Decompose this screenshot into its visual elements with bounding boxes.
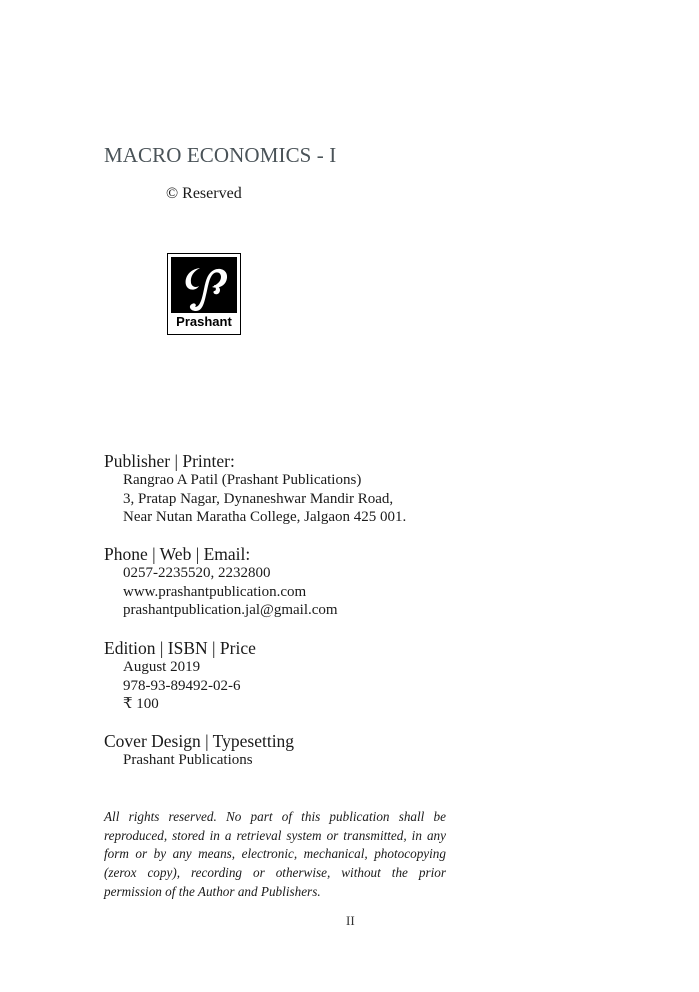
email-link[interactable]: prashantpublication.jal@gmail.com (123, 602, 338, 619)
publisher-logo (167, 253, 241, 335)
address-line-2: Near Nutan Maratha College, Jalgaon 425 001. (123, 509, 407, 526)
design-section (104, 731, 294, 770)
book-title: MACRO ECONOMICS - I (104, 143, 337, 167)
prashant-p-logo-icon (178, 263, 232, 315)
publisher-section (104, 451, 406, 527)
isbn: 978-93-89492-02-6 (123, 677, 241, 694)
contact-section (104, 544, 338, 620)
website-link[interactable]: www.prashantpublication.com (123, 583, 307, 600)
section-heading: Phone | Web | Email: (104, 544, 251, 564)
section-heading: Edition | ISBN | Price (104, 638, 256, 658)
copyright-notice: © Reserved (166, 185, 242, 202)
price: ₹ 100 (123, 696, 159, 713)
edition-date: August 2019 (123, 659, 201, 675)
logo-text: Prashant (171, 313, 237, 331)
rights-disclaimer: All rights reserved. No part of this publication shall be reproduced, stored in a retrieval system or transmitted, in any form or by any means, electronic, mechanical, photocopying (zerox copy), recording or otherwise, without the prior permission of the Author and Publishers. (104, 809, 446, 899)
address-line-1: 3, Pratap Nagar, Dynaneshwar Mandir Road, (123, 490, 394, 507)
publisher-name: Rangrao A Patil (Prashant Publications) (123, 472, 362, 488)
edition-section (104, 638, 256, 714)
section-heading: Publisher | Printer: (104, 451, 235, 471)
section-heading: Cover Design | Typesetting (104, 731, 295, 751)
phone-numbers: 0257-2235520, 2232800 (123, 565, 271, 581)
page-number: II (346, 913, 355, 928)
designer-name: Prashant Publications (123, 752, 253, 768)
